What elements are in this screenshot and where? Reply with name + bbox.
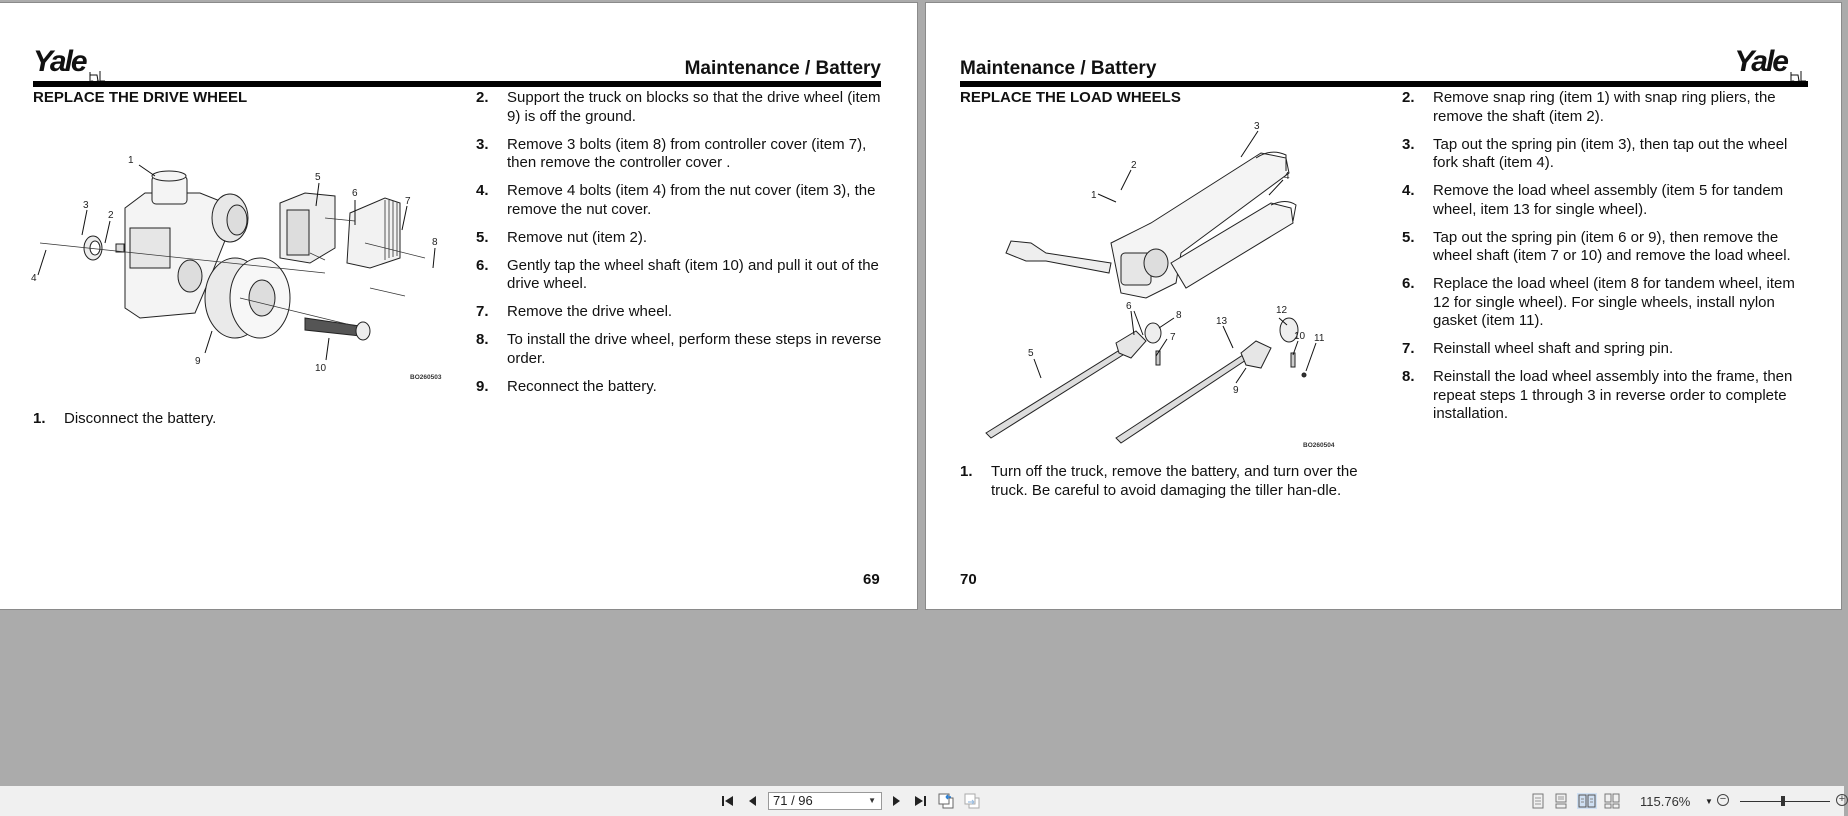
- steps-list-left: [960, 463, 1370, 510]
- zoom-level-text: 115.76%: [1640, 794, 1691, 809]
- chevron-down-icon: ▼: [1705, 796, 1713, 806]
- document-page-70: [925, 2, 1842, 610]
- callout-5: 5: [1028, 348, 1034, 359]
- continuous-facing-view-button[interactable]: [1604, 793, 1620, 809]
- step-number: 1.: [960, 463, 973, 480]
- next-view-icon: [964, 793, 980, 809]
- callout-12: 12: [1276, 305, 1288, 316]
- continuous-view-button[interactable]: [1553, 793, 1569, 809]
- page-number-input[interactable]: [768, 792, 882, 810]
- callout-1: 1: [128, 155, 134, 166]
- drive-wheel-diagram: [25, 148, 450, 383]
- step-number: 4.: [476, 182, 489, 199]
- step-item: [476, 89, 886, 126]
- callout-2: 2: [1131, 160, 1137, 171]
- facing-view-icon: [1577, 793, 1597, 809]
- step-item: [476, 303, 886, 322]
- steps-list-left: [33, 410, 453, 438]
- step-number: 6.: [476, 256, 489, 274]
- step-text: Disconnect the battery.: [64, 410, 217, 427]
- diagram-id: BO260504: [1303, 442, 1335, 449]
- step-number: 8.: [1402, 368, 1415, 385]
- step-text: Remove the drive wheel.: [507, 303, 673, 320]
- callout-1: 1: [1091, 190, 1097, 201]
- forklift-icon: [1789, 61, 1807, 77]
- step-text: Reinstall the load wheel assembly into the frame, then repeat steps 1 through 3 in reverse order to complete installation.: [1433, 368, 1793, 422]
- step-item: [476, 136, 886, 173]
- viewer-toolbar: [0, 786, 1844, 816]
- step-item: [1402, 89, 1812, 126]
- first-page-button[interactable]: [720, 793, 736, 809]
- zoom-out-icon: −: [1719, 793, 1727, 805]
- document-page-69: [0, 2, 918, 610]
- callout-7: 7: [405, 196, 411, 207]
- step-item: [476, 331, 886, 368]
- single-page-view-icon: [1530, 793, 1546, 809]
- callout-11: 11: [1314, 333, 1325, 344]
- step-number: 3.: [1402, 135, 1415, 153]
- zoom-in-button[interactable]: [1836, 794, 1848, 806]
- logo-text: Yale: [1734, 45, 1787, 78]
- step-item: [960, 463, 1370, 500]
- step-text: Reconnect the battery.: [507, 377, 657, 395]
- logo-text: Yale: [33, 45, 86, 78]
- callout-13: 13: [1216, 316, 1228, 327]
- page-indicator-text: 71 / 96: [773, 793, 813, 808]
- step-number: 5.: [1402, 228, 1415, 246]
- callout-7: 7: [1170, 332, 1176, 343]
- step-item: [476, 229, 886, 248]
- callout-9: 9: [1233, 385, 1239, 396]
- facing-view-button[interactable]: [1577, 793, 1597, 809]
- step-number: 8.: [476, 331, 489, 348]
- callout-4: 4: [31, 273, 37, 284]
- step-item: [1402, 182, 1812, 219]
- prev-page-icon: [747, 795, 757, 807]
- step-text: Tap out the spring pin (item 6 or 9), then remove the wheel shaft (item 7 or 10) and remove the load wheel.: [1433, 228, 1791, 264]
- section-title: REPLACE THE LOAD WHEELS: [960, 89, 1181, 106]
- last-page-button[interactable]: [912, 793, 928, 809]
- step-item: [476, 182, 886, 219]
- callout-8: 8: [432, 237, 438, 248]
- yale-logo: [1734, 47, 1807, 77]
- callout-2: 2: [108, 210, 114, 221]
- step-number: 6.: [1402, 275, 1415, 292]
- step-text: Remove snap ring (item 1) with snap ring pliers, the remove the shaft (item 2).: [1433, 89, 1776, 125]
- step-number: 2.: [1402, 89, 1415, 106]
- forklift-icon: [88, 61, 106, 77]
- step-number: 5.: [476, 228, 489, 246]
- zoom-in-icon: +: [1838, 793, 1846, 805]
- zoom-out-button[interactable]: [1717, 794, 1729, 806]
- next-view-button[interactable]: [963, 793, 981, 809]
- step-text: Tap out the spring pin (item 3), then tap out the wheel fork shaft (item 4).: [1433, 135, 1788, 171]
- step-number: 3.: [476, 135, 489, 153]
- first-page-icon: [721, 795, 735, 807]
- step-item: [476, 378, 886, 397]
- previous-view-icon: [938, 793, 954, 809]
- callout-6: 6: [1126, 301, 1132, 312]
- continuous-view-icon: [1553, 793, 1569, 809]
- step-text: Turn off the truck, remove the battery, and turn over the truck. Be careful to avoid damaging the tiller han-dle.: [991, 463, 1358, 499]
- callout-4: 4: [1284, 171, 1290, 182]
- zoom-slider-thumb[interactable]: [1781, 796, 1785, 806]
- step-number: 9.: [476, 377, 489, 395]
- single-page-view-button[interactable]: [1530, 793, 1546, 809]
- callout-10: 10: [315, 363, 327, 374]
- step-text: To install the drive wheel, perform these steps in reverse order.: [507, 331, 882, 367]
- step-text: Remove 4 bolts (item 4) from the nut cover (item 3), the remove the nut cover.: [507, 182, 876, 218]
- step-item: [1402, 136, 1812, 173]
- step-item: [33, 410, 453, 429]
- last-page-icon: [913, 795, 927, 807]
- step-number: 7.: [476, 303, 489, 320]
- next-page-icon: [892, 795, 902, 807]
- previous-view-button[interactable]: [937, 793, 955, 809]
- step-item: [1402, 368, 1812, 424]
- zoom-dropdown[interactable]: [1704, 793, 1714, 809]
- step-text: Support the truck on blocks so that the drive wheel (item 9) is off the ground.: [507, 89, 881, 125]
- page-header-title: Maintenance / Battery: [684, 58, 881, 79]
- step-text: Reinstall wheel shaft and spring pin.: [1433, 340, 1674, 357]
- step-number: 4.: [1402, 182, 1415, 199]
- step-item: [1402, 340, 1812, 359]
- step-item: [1402, 229, 1812, 266]
- step-number: 1.: [33, 410, 46, 427]
- chevron-down-icon[interactable]: ▼: [868, 796, 876, 805]
- step-text: Remove the load wheel assembly (item 5 for tandem wheel, item 13 for single wheel).: [1433, 182, 1784, 218]
- callout-3: 3: [1254, 121, 1260, 132]
- callout-5: 5: [315, 172, 321, 183]
- zoom-level[interactable]: [1640, 794, 1690, 809]
- page-number: 69: [863, 571, 880, 588]
- callout-6: 6: [352, 188, 358, 199]
- page-number: 70: [960, 571, 977, 588]
- steps-list-right: [1402, 89, 1812, 433]
- step-item: [476, 257, 886, 294]
- header-rule: [960, 81, 1808, 87]
- step-number: 7.: [1402, 340, 1415, 357]
- yale-logo: [33, 47, 106, 77]
- section-title: REPLACE THE DRIVE WHEEL: [33, 89, 248, 106]
- step-text: Remove nut (item 2).: [507, 228, 648, 246]
- step-text: Remove 3 bolts (item 8) from controller cover (item 7), then remove the controller cover .: [507, 135, 867, 171]
- continuous-facing-view-icon: [1604, 793, 1620, 809]
- steps-list-right: [476, 89, 886, 406]
- callout-8: 8: [1176, 310, 1182, 321]
- page-header-title: Maintenance / Battery: [960, 58, 1157, 79]
- step-text: Replace the load wheel (item 8 for tandem wheel, item 12 for single wheel). For single wheels, install nylon gasket (item 11).: [1433, 275, 1795, 329]
- load-wheels-diagram: [971, 113, 1351, 453]
- step-text: Gently tap the wheel shaft (item 10) and pull it out of the drive wheel.: [507, 256, 879, 292]
- next-page-button[interactable]: [890, 793, 904, 809]
- prev-page-button[interactable]: [745, 793, 759, 809]
- step-item: [1402, 275, 1812, 331]
- callout-9: 9: [195, 356, 201, 367]
- header-rule: [33, 81, 881, 87]
- callout-3: 3: [83, 200, 89, 211]
- callout-10: 10: [1294, 331, 1306, 342]
- diagram-id: BO260503: [410, 374, 442, 381]
- step-number: 2.: [476, 89, 489, 106]
